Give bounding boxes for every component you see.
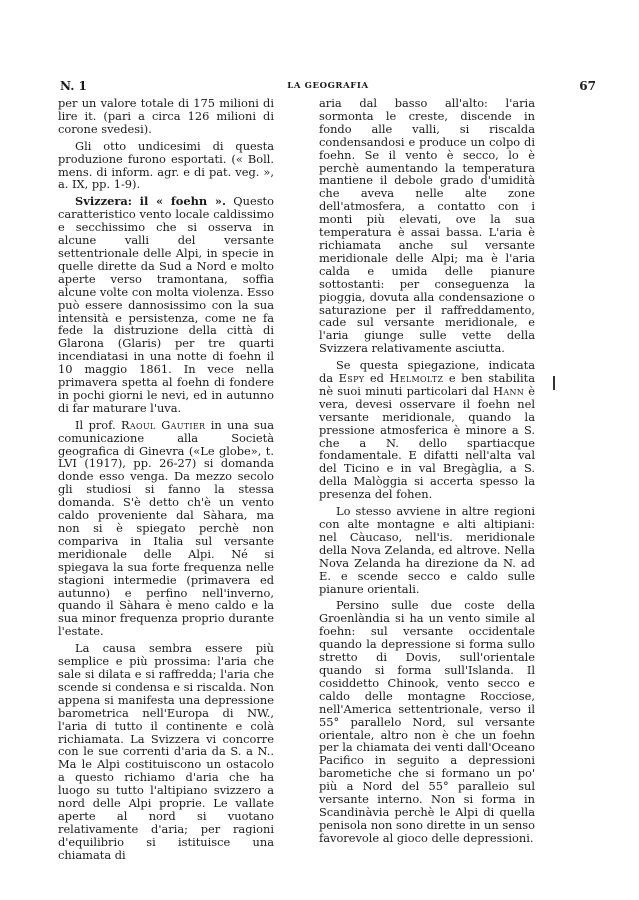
paragraph-foehn-intro xyxy=(58,195,274,414)
author-name: Espy xyxy=(338,371,365,386)
paragraph-explanation xyxy=(319,359,535,501)
paragraph-text: in una sua comunicazione alla Società geografica di Ginevra («Le globe», t. LVI (1917), pp. 26-27) si domanda donde esso venga. Da mezzo secolo gli studiosi si fanno la stessa domanda. S'è detto ch'è un vento caldo proveniente dal Sàhara, ma non si è spiegato perchè non compariva in Italia sul versante meridionale delle Alpi. Né si spiegava la sua forte frequenza nelle stagioni intermedie (primavera ed autunno) e perfino nell'inverno, quando il Sàhara è meno caldo e la sua minor frequenza proprio durante l'estate. xyxy=(58,417,275,639)
page-number: 67 xyxy=(579,79,596,93)
paragraph-continuation: aria dal basso all'alto: l'aria sormonta le creste, discende in fondo alle valli, si riscalda condensandosi e produce un colpo di foehn. Se il vento è secco, lo è perchè aumentando la temperatura mantiene il debole grado d'umidità che aveva nelle alte zone dell'atmosfera, a contatto con i monti più elevati, ove la sua temperatura è assai bassa. L'aria è richiamata anche sul versante meridionale delle Alpi; ma è l'aria calda e umida delle pianure sottostanti: per conseguenza la pioggia, dovuta alla condensazione o saturazione per il raffreddamento, cade sul versante meridionale, e l'aria giunge sulle vette della Svizzera relativamente asciutta. xyxy=(319,96,535,356)
paragraph-export: Gli otto undicesimi di questa produzione furono esportati. (« Boll. mens. di inform. agr. e di pat. veg. », a. IX, pp. 1-9). xyxy=(58,138,274,192)
paragraph-text: Il prof. xyxy=(75,417,122,432)
journal-title: LA GEOGRAFIA xyxy=(287,81,369,91)
paragraph-text: ed xyxy=(364,371,390,386)
author-name: Helmoltz xyxy=(389,371,444,386)
paragraph-cause: La causa sembra essere più semplice e più prossima: l'aria che sale si dilata e si raffredda; l'aria che scende si condensa e si riscalda. Non appena si manifesta una depressione barometrica nell'Europa di NW., l'aria di tutto il continente e colà richiamata. La Svizzera vi concorre con le sue correnti d'aria da S. a N.. Ma le Alpi costituiscono un ostacolo a questo richiamo d'aria che ha luogo su tutto l'altipiano svizzero a nord delle Alpi proprie. Le vallate aperte al nord si vuotano relativamente d'aria; per ragioni d'equilibrio si istituisce una chiamata di xyxy=(58,641,274,862)
paragraph-gautier xyxy=(58,419,274,638)
author-name: Raoul Gautier xyxy=(121,417,206,432)
paragraph-text: Questo caratteristico vento locale caldissimo e secchissimo che si osserva in alcune valli del versante settentrionale delle Alpi, in specie in quelle dirette da Sud a Nord e molto aperte verso tramontana, soffia alcune volte con molta violenza. Esso può essere dannosissimo con la sua intensità e persistenza, come ne fa fede la distruzione della città di Glarona (Glaris) per tre quarti incendiatasi in una notte di foehn il 10 maggio 1861. In vece nella primavera spetta al foehn di fondere in pochi giorni le nevi, ed in autunno di far maturare l'uva. xyxy=(58,194,274,415)
paragraph-text: e ben stabilita nè suoi minuti particolari dal xyxy=(319,371,535,398)
paragraph-other-regions: Lo stesso avviene in altre regioni con alte montagne e alti altipiani: nel Càucaso, nell'is. meridionale della Nova Zelanda, ed altrove. Nella Nova Zelanda ha direzione da N. ad E. e scende secco e caldo sulle pianure orientali. xyxy=(319,504,535,596)
section-heading: Svizzera: il « foehn ». xyxy=(75,194,226,209)
author-name: Hann xyxy=(493,383,525,398)
paragraph-continuation: per un valore totale di 175 milioni di lire it. (pari a circa 126 milioni di corone svedesi). xyxy=(58,96,274,136)
issue-number: N. 1 xyxy=(60,79,87,93)
paragraph-greenland: Persino sulle due coste della Groenlàndia si ha un vento simile al foehn: sul versante occidentale quando la depressione si forma sullo stretto di Dovis, sull'orientale quando si forma sull'Islanda. Il cosiddetto Chinook, vento secco e caldo delle montagne Rocciose, nell'America settentrionale, verso il 55° parallelo Nord, sul versante orientale, altro non è che un foehn per la chiamata dei venti dall'Oceano Pacifico in seguito a depressioni barometiche che si formano un po' più a Nord del 55° paralleio sul versante interno. Non si forma in Scandinàvia perchè le Alpi di quella penisola non sono dirette in un senso favorevole al gioco delle depressioni. xyxy=(319,598,535,845)
right-column xyxy=(319,97,535,849)
running-header xyxy=(60,79,596,97)
left-column xyxy=(58,97,274,866)
paragraph-text: Se questa spiegazione, indicata da xyxy=(319,358,535,386)
margin-mark xyxy=(553,376,555,390)
paragraph-text: è vera, devesi osservare il foehn nel versante meridionale, quando la pressione atmosferica è minore a S. che a N. dello spartiacque fondamentale. E difatti nell'alta val del Ticino e in val Bregàglia, a S. della Malòggia si accerta spesso la presenza del fohen. xyxy=(319,383,535,502)
